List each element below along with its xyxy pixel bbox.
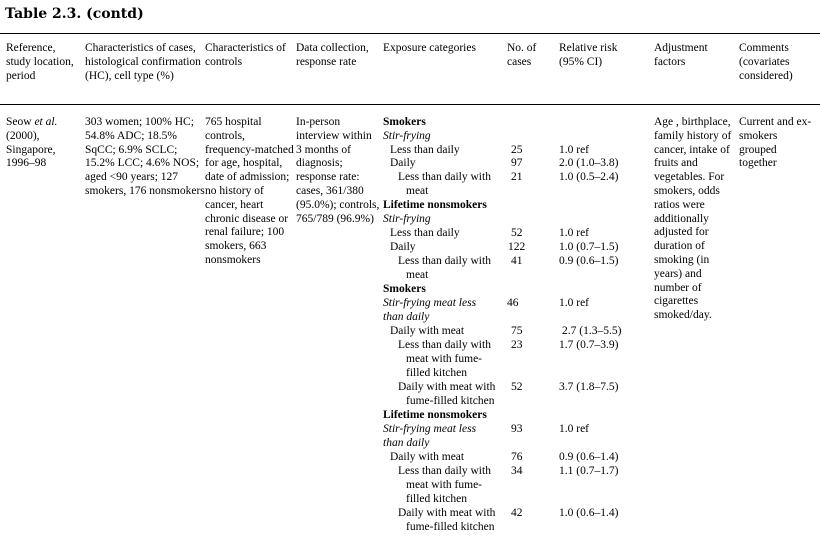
case-count: 76 — [511, 451, 523, 463]
header-comments: Comments (covariates considered) — [739, 42, 793, 82]
relative-risk: 1.0 (0.6–1.4) — [559, 507, 619, 519]
relative-risk: 0.9 (0.6–1.5) — [559, 255, 619, 267]
exposure-group: Smokers — [383, 116, 426, 128]
exposure-row: Daily — [390, 157, 416, 169]
exposure-group: Smokers — [383, 283, 426, 295]
header-relative-risk: Relative risk (95% CI) — [559, 42, 618, 68]
header-rule — [0, 104, 820, 105]
case-count: 21 — [511, 171, 523, 183]
header-no-cases: No. of cases — [507, 42, 537, 68]
relative-risk: 1.0 (0.7–1.5) — [559, 241, 619, 253]
exposure-group: Lifetime nonsmokers — [383, 199, 487, 211]
case-count: 25 — [511, 144, 523, 156]
exposure-row — [390, 465, 502, 506]
case-count: 42 — [511, 507, 523, 519]
cases-cell: 303 women; 100% HC; 54.8% ADC; 18.5% SqCC; 6.9% SCLC; 15.2% LCC; 4.6% NOS; aged <90 years; 127 smokers, 176 nonsmokers — [85, 116, 205, 197]
relative-risk: 2.7 (1.3–5.5) — [562, 325, 622, 337]
exposure-row — [390, 381, 502, 409]
header-exposure: Exposure categories — [383, 42, 476, 54]
exposure-row — [390, 171, 502, 199]
case-count: 52 — [511, 227, 523, 239]
reference-rest: (2000), Singapore, 1996–98 — [6, 129, 56, 170]
relative-risk: 1.7 (0.7–3.9) — [559, 339, 619, 351]
exposure-subgroup: Stir-frying — [383, 213, 431, 225]
table-title: Table 2.3. (contd) — [5, 6, 144, 22]
exposure-row-label: Less than daily with meat — [398, 255, 491, 281]
relative-risk: 1.1 (0.7–1.7) — [559, 465, 619, 477]
exposure-row: Daily — [390, 241, 416, 253]
case-count: 23 — [511, 339, 523, 351]
case-count: 97 — [511, 157, 523, 169]
relative-risk: 3.7 (1.8–7.5) — [559, 381, 619, 393]
header-collection: Data collection, response rate — [296, 42, 369, 68]
case-count: 52 — [511, 381, 523, 393]
exposure-row: Daily with meat — [390, 451, 465, 463]
exposure-row-label: Less than daily with meat with fume-filled kitchen — [398, 465, 491, 505]
case-count: 41 — [511, 255, 523, 267]
exposure-subgroup: Stir-frying meat less than daily — [383, 297, 477, 323]
exposure-subgroup: Stir-frying — [383, 130, 431, 142]
exposure-row-label: Daily with meat with fume-filled kitchen — [398, 381, 496, 407]
relative-risk: 1.0 ref — [559, 423, 590, 435]
relative-risk: 1.0 ref — [559, 297, 590, 309]
exposure-row — [390, 507, 502, 535]
header-reference: Reference, study location, period — [6, 42, 74, 82]
reference-author: Seow — [6, 116, 32, 128]
top-rule — [0, 33, 820, 34]
relative-risk: 1.0 ref — [559, 227, 590, 239]
relative-risk: 2.0 (1.0–3.8) — [559, 157, 619, 169]
exposure-group: Lifetime nonsmokers — [383, 409, 487, 421]
case-count: 93 — [511, 423, 523, 435]
case-count: 122 — [508, 241, 526, 253]
relative-risk: 0.9 (0.6–1.4) — [559, 451, 619, 463]
controls-cell: 765 hospital controls, frequency-matched for age, hospital, date of admission; no history of cancer, heart chronic disease or renal failure; 100 smokers, 663 nonsmokers — [205, 116, 294, 266]
comments-cell: Current and ex-smokers grouped together — [739, 116, 812, 170]
relative-risk: 1.0 ref — [559, 144, 590, 156]
header-controls: Characteristics of controls — [205, 42, 286, 68]
header-cases: Characteristics of cases, histological confirmation (HC), cell type (%) — [85, 42, 201, 82]
case-count: 46 — [507, 297, 519, 309]
adjustment-cell: Age , birthplace, family history of cancer, intake of fruits and vegetables. For smokers, odds ratios were additionally adjusted for duration of smoking (in years) and number of cigarettes smoked/day. — [654, 116, 732, 322]
reference-cell — [6, 116, 84, 171]
exposure-subgroup: Stir-frying meat less than daily — [383, 423, 477, 449]
exposure-row: Less than daily — [390, 227, 460, 239]
relative-risk: 1.0 (0.5–2.4) — [559, 171, 619, 183]
exposure-row-label: Daily with meat with fume-filled kitchen — [398, 507, 496, 533]
case-count: 34 — [511, 465, 523, 477]
exposure-row — [390, 255, 502, 283]
reference-etal: et al. — [31, 116, 58, 128]
exposure-row-label: Less than daily with meat — [398, 171, 491, 197]
collection-cell: In-person interview within 3 months of diagnosis; response rate: cases, 361/380 (95.0%); controls, 765/789 (96.9%) — [296, 116, 380, 225]
exposure-row-label: Less than daily with meat with fume-filled kitchen — [398, 339, 491, 379]
exposure-row: Less than daily — [390, 144, 460, 156]
header-adjustment: Adjustment factors — [654, 42, 708, 68]
exposure-row: Daily with meat — [390, 325, 465, 337]
case-count: 75 — [511, 325, 523, 337]
exposure-row — [390, 339, 502, 380]
